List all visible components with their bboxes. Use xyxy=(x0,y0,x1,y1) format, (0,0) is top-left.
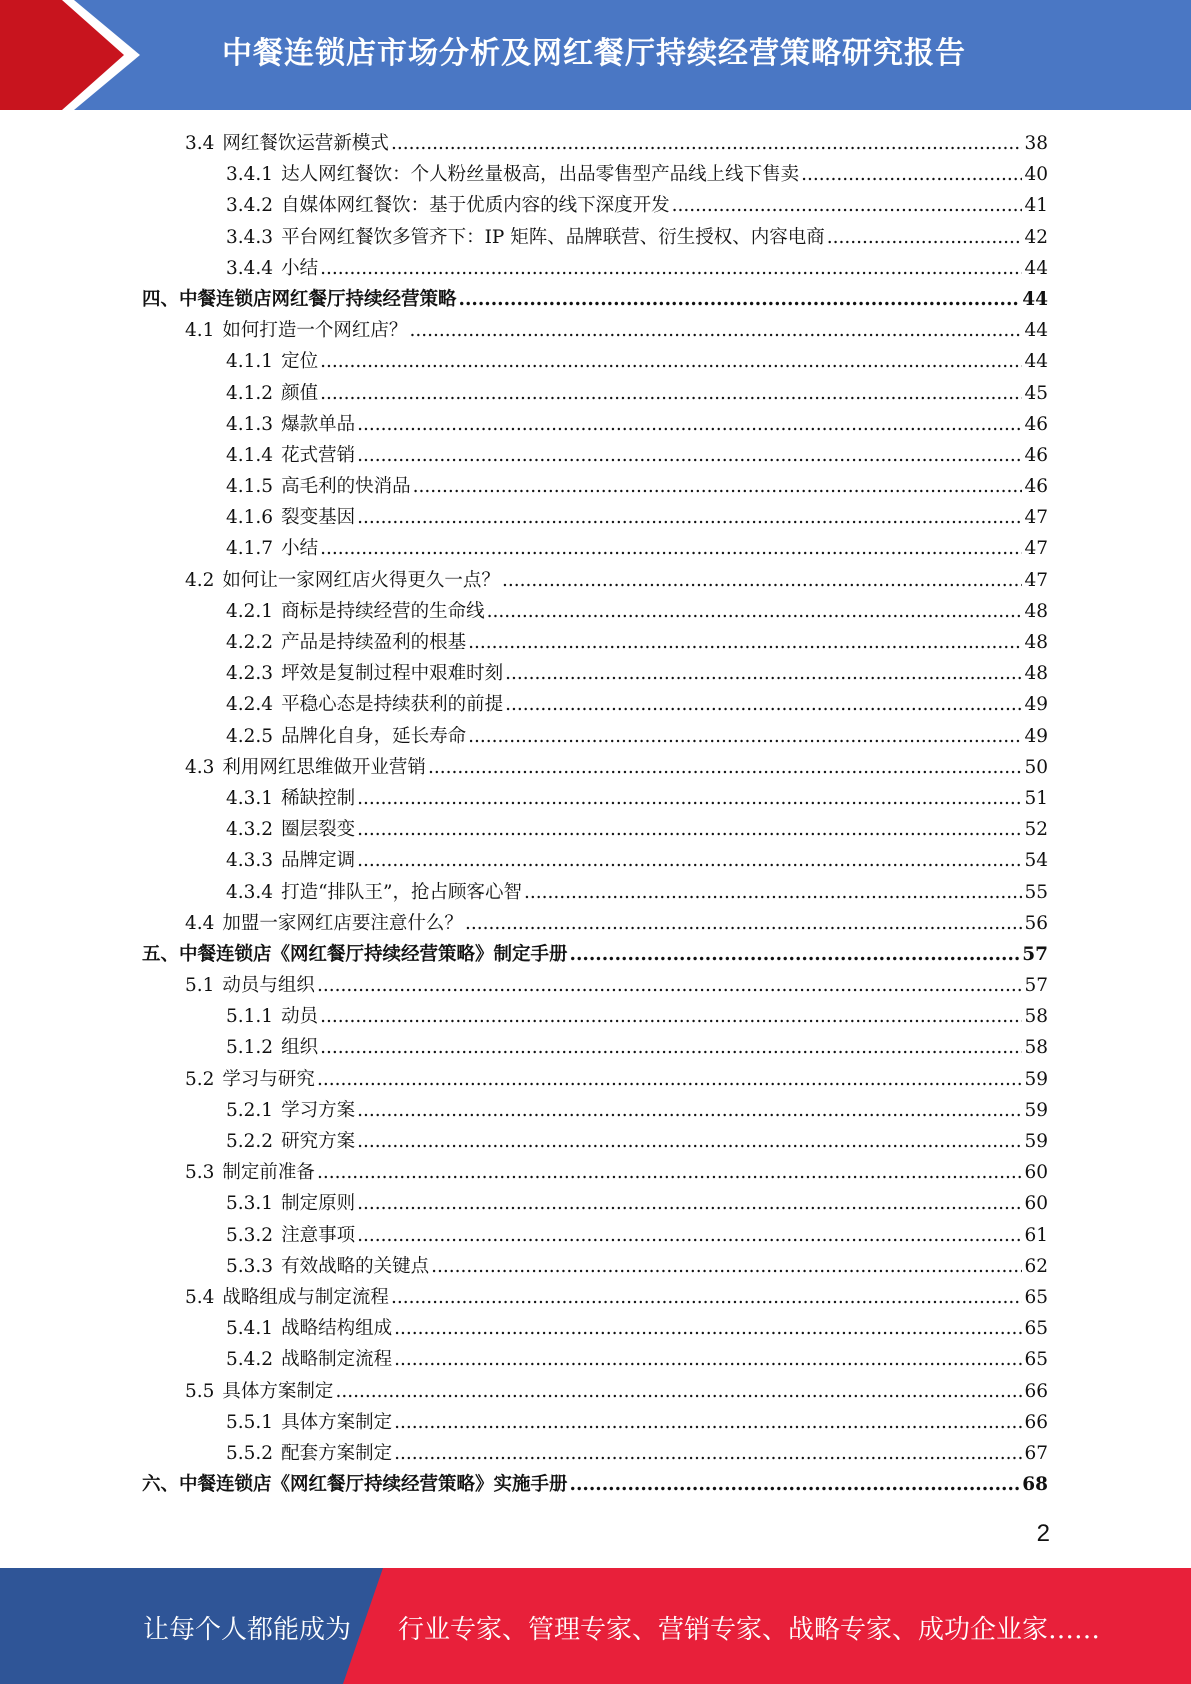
toc-entry-title: 如何让一家网红店火得更久一点？ xyxy=(222,569,500,591)
toc-dot-leader xyxy=(570,1469,1021,1500)
page-header xyxy=(0,0,1191,110)
toc-entry-title: 商标是持续经营的生命线 xyxy=(281,600,485,622)
toc-dot-leader xyxy=(394,1344,1022,1375)
toc-entry[interactable] xyxy=(142,315,1048,346)
toc-entry-number: 4.2.1 xyxy=(226,600,274,622)
toc-entry[interactable] xyxy=(142,190,1048,221)
toc-entry-title: 配套方案制定 xyxy=(281,1442,393,1464)
toc-dot-leader xyxy=(801,159,1022,190)
toc-entry[interactable] xyxy=(142,284,1048,315)
toc-entry-page: 44 xyxy=(1024,320,1048,342)
toc-dot-leader xyxy=(431,1251,1022,1282)
toc-entry-title: 动员 xyxy=(281,1006,319,1028)
toc-entry-title: 动员与组织 xyxy=(222,975,315,997)
toc-entry-page: 49 xyxy=(1024,694,1048,716)
toc-dot-leader xyxy=(357,1126,1022,1157)
toc-entry-page: 51 xyxy=(1024,787,1048,809)
toc-entry-page: 59 xyxy=(1024,1099,1048,1121)
toc-dot-leader xyxy=(335,1376,1022,1407)
toc-entry-page: 65 xyxy=(1024,1318,1048,1340)
toc-entry-number: 5.4 xyxy=(185,1286,215,1308)
toc-entry-page: 60 xyxy=(1024,1193,1048,1215)
toc-dot-leader xyxy=(357,440,1022,471)
toc-entry-number: 5.2.2 xyxy=(226,1131,274,1152)
toc-entry-number: 4.3.2 xyxy=(226,819,274,841)
toc-dot-leader xyxy=(505,689,1022,720)
toc-entry-page: 59 xyxy=(1024,1131,1048,1152)
toc-entry[interactable] xyxy=(142,627,1048,658)
toc-entry-number: 5.5 xyxy=(185,1380,215,1402)
toc-entry[interactable] xyxy=(142,596,1048,627)
toc-dot-leader xyxy=(524,877,1022,908)
toc-entry-title: 制定原则 xyxy=(281,1193,356,1215)
toc-entry[interactable] xyxy=(142,409,1048,440)
toc-entry-page: 54 xyxy=(1024,850,1048,872)
toc-entry-title: 注意事项 xyxy=(281,1224,356,1246)
toc-entry-number: 4.4 xyxy=(185,912,215,934)
toc-dot-leader xyxy=(357,502,1022,533)
toc-entry-page: 68 xyxy=(1022,1474,1048,1496)
toc-entry[interactable] xyxy=(142,658,1048,689)
toc-entry[interactable] xyxy=(142,253,1048,284)
toc-entry-number: 4.1.1 xyxy=(226,351,274,373)
toc-entry[interactable] xyxy=(142,1376,1048,1407)
toc-dot-leader xyxy=(357,409,1022,440)
toc-entry-title: 爆款单品 xyxy=(281,413,356,435)
report-title: 中餐连锁店市场分析及网红餐厅持续经营策略研究报告 xyxy=(222,36,966,71)
toc-entry[interactable] xyxy=(142,502,1048,533)
toc-entry-number: 5.2.1 xyxy=(226,1099,274,1121)
toc-entry[interactable] xyxy=(142,1188,1048,1219)
toc-entry-page: 47 xyxy=(1024,569,1048,591)
toc-entry-page: 56 xyxy=(1024,912,1048,934)
footer-slogan-right: 行业专家、管理专家、营销专家、战略专家、成功企业家…… xyxy=(398,1615,1101,1645)
toc-entry-title: 自媒体网红餐饮：基于优质内容的线下深度开发 xyxy=(281,195,670,217)
toc-entry-number: 3.4.2 xyxy=(226,195,274,217)
toc-entry-number: 5.4.1 xyxy=(226,1318,274,1340)
toc-dot-leader xyxy=(317,1157,1023,1188)
toc-entry-page: 66 xyxy=(1024,1411,1048,1433)
toc-entry-number: 3.4.3 xyxy=(226,226,274,248)
toc-entry[interactable] xyxy=(142,814,1048,845)
toc-dot-leader xyxy=(413,471,1023,502)
toc-entry-number: 4.3.4 xyxy=(226,881,274,903)
table-of-contents xyxy=(142,128,1048,1500)
toc-entry-page: 62 xyxy=(1024,1255,1048,1277)
toc-entry-number: 5.2 xyxy=(185,1068,215,1090)
toc-entry[interactable] xyxy=(142,378,1048,409)
toc-entry-number: 5.3.2 xyxy=(226,1224,274,1246)
toc-entry-number: 4.1.4 xyxy=(226,444,274,466)
toc-entry[interactable] xyxy=(142,1095,1048,1126)
toc-entry-title: 六、中餐连锁店《网红餐厅持续经营策略》实施手册 xyxy=(142,1474,568,1496)
toc-entry-title: 裂变基因 xyxy=(281,507,356,529)
toc-entry-title: 有效战略的关键点 xyxy=(281,1255,430,1277)
toc-entry[interactable] xyxy=(142,877,1048,908)
toc-entry-number: 3.4 xyxy=(185,133,215,154)
toc-entry-number: 4.1.3 xyxy=(226,413,274,435)
toc-entry-title: 品牌定调 xyxy=(281,850,356,872)
toc-entry-title: 战略组成与制定流程 xyxy=(222,1286,389,1308)
toc-dot-leader xyxy=(357,783,1022,814)
toc-entry[interactable] xyxy=(142,440,1048,471)
toc-dot-leader xyxy=(357,814,1022,845)
toc-entry-title: 平台网红餐饮多管齐下：IP 矩阵、品牌联营、衍生授权、内容电商 xyxy=(281,226,825,248)
toc-entry-number: 5.5.1 xyxy=(226,1411,274,1433)
toc-dot-leader xyxy=(827,222,1023,253)
toc-entry-number: 5.1.2 xyxy=(226,1037,274,1059)
toc-entry-title: 定位 xyxy=(281,351,319,373)
toc-dot-leader xyxy=(320,533,1022,564)
toc-entry-page: 49 xyxy=(1024,725,1048,747)
toc-entry-number: 5.1 xyxy=(185,975,215,997)
toc-entry[interactable] xyxy=(142,533,1048,564)
toc-entry-page: 60 xyxy=(1024,1162,1048,1184)
toc-entry-page: 47 xyxy=(1024,538,1048,560)
toc-entry-number: 4.2.5 xyxy=(226,725,274,747)
toc-entry[interactable] xyxy=(142,159,1048,190)
toc-entry-number: 5.3.3 xyxy=(226,1255,274,1277)
toc-dot-leader xyxy=(394,1407,1022,1438)
toc-entry-page: 67 xyxy=(1024,1442,1048,1464)
toc-entry-title: 如何打造一个网红店？ xyxy=(222,320,408,342)
toc-dot-leader xyxy=(320,378,1022,409)
toc-entry[interactable] xyxy=(142,939,1048,970)
toc-entry-page: 61 xyxy=(1024,1224,1048,1246)
toc-entry-title: 小结 xyxy=(281,257,319,279)
toc-dot-leader xyxy=(468,721,1022,752)
toc-entry-page: 50 xyxy=(1024,756,1048,778)
toc-entry-title: 具体方案制定 xyxy=(222,1380,334,1402)
toc-entry[interactable] xyxy=(142,970,1048,1001)
toc-entry-number: 5.4.2 xyxy=(226,1349,274,1371)
toc-dot-leader xyxy=(502,565,1023,596)
toc-dot-leader xyxy=(487,596,1023,627)
toc-entry[interactable] xyxy=(142,752,1048,783)
toc-entry-page: 46 xyxy=(1024,476,1048,498)
toc-entry-title: 品牌化自身，延长寿命 xyxy=(281,725,467,747)
toc-dot-leader xyxy=(391,128,1023,159)
toc-entry-number: 5.3 xyxy=(185,1162,215,1184)
toc-dot-leader xyxy=(317,1064,1023,1095)
toc-dot-leader xyxy=(357,845,1022,876)
toc-entry-page: 41 xyxy=(1024,195,1048,217)
toc-entry-number: 5.5.2 xyxy=(226,1442,274,1464)
toc-dot-leader xyxy=(357,1095,1022,1126)
toc-dot-leader xyxy=(320,1001,1022,1032)
toc-entry-page: 48 xyxy=(1024,600,1048,622)
toc-entry[interactable] xyxy=(142,783,1048,814)
toc-entry-title: 四、中餐连锁店网红餐厅持续经营策略 xyxy=(142,288,457,310)
toc-entry-title: 颜值 xyxy=(281,382,319,404)
toc-entry-title: 加盟一家网红店要注意什么？ xyxy=(222,912,463,934)
toc-entry-title: 制定前准备 xyxy=(222,1162,315,1184)
toc-entry-title: 学习与研究 xyxy=(222,1068,315,1090)
toc-entry-title: 平稳心态是持续获利的前提 xyxy=(281,694,504,716)
toc-entry-number: 5.1.1 xyxy=(226,1006,274,1028)
toc-dot-leader xyxy=(357,1220,1022,1251)
toc-dot-leader xyxy=(394,1438,1022,1469)
toc-entry-number: 4.2 xyxy=(185,569,215,591)
toc-entry-page: 58 xyxy=(1024,1037,1048,1059)
toc-entry-page: 57 xyxy=(1022,943,1048,965)
toc-entry-title: 学习方案 xyxy=(281,1099,356,1121)
page-number: 2 xyxy=(1036,1520,1050,1547)
toc-entry-title: 网红餐饮运营新模式 xyxy=(222,133,389,154)
chevron-arrow-icon xyxy=(0,0,160,110)
toc-entry[interactable] xyxy=(142,1469,1048,1500)
toc-dot-leader xyxy=(428,752,1023,783)
toc-entry[interactable] xyxy=(142,471,1048,502)
toc-entry-title: 打造“排队王”，抢占顾客心智 xyxy=(281,881,522,903)
toc-entry-page: 42 xyxy=(1024,226,1048,248)
toc-entry-title: 稀缺控制 xyxy=(281,787,356,809)
toc-entry[interactable] xyxy=(142,565,1048,596)
toc-entry-page: 44 xyxy=(1022,288,1048,310)
toc-entry-page: 40 xyxy=(1024,164,1048,186)
toc-entry-page: 65 xyxy=(1024,1349,1048,1371)
toc-entry[interactable] xyxy=(142,1251,1048,1282)
toc-entry-number: 4.2.2 xyxy=(226,632,274,653)
toc-entry-number: 3.4.1 xyxy=(226,164,274,186)
toc-entry[interactable] xyxy=(142,1001,1048,1032)
footer-slogan-left: 让每个人都能成为 xyxy=(143,1615,352,1645)
toc-entry-number: 4.2.3 xyxy=(226,663,274,685)
toc-entry[interactable] xyxy=(142,1344,1048,1375)
toc-entry-title: 组织 xyxy=(281,1037,319,1059)
toc-entry-page: 46 xyxy=(1024,413,1048,435)
toc-entry-number: 4.3 xyxy=(185,756,215,778)
toc-dot-leader xyxy=(320,346,1022,377)
toc-entry-title: 圈层裂变 xyxy=(281,819,356,841)
toc-entry[interactable] xyxy=(142,222,1048,253)
toc-entry-title: 小结 xyxy=(281,538,319,560)
toc-entry[interactable] xyxy=(142,1157,1048,1188)
toc-entry-title: 具体方案制定 xyxy=(281,1411,393,1433)
toc-entry-number: 4.1.5 xyxy=(226,476,274,498)
toc-entry-page: 44 xyxy=(1024,257,1048,279)
toc-entry-page: 48 xyxy=(1024,632,1048,653)
toc-entry-page: 48 xyxy=(1024,663,1048,685)
toc-entry[interactable] xyxy=(142,1032,1048,1063)
toc-dot-leader xyxy=(672,190,1023,221)
toc-entry[interactable] xyxy=(142,908,1048,939)
toc-entry[interactable] xyxy=(142,1438,1048,1469)
toc-dot-leader xyxy=(465,908,1023,939)
toc-entry-page: 52 xyxy=(1024,819,1048,841)
toc-entry[interactable] xyxy=(142,845,1048,876)
toc-dot-leader xyxy=(320,253,1022,284)
toc-entry-title: 产品是持续盈利的根基 xyxy=(281,632,467,653)
toc-entry[interactable] xyxy=(142,346,1048,377)
toc-dot-leader xyxy=(317,970,1023,1001)
toc-entry-number: 4.1.7 xyxy=(226,538,274,560)
toc-entry[interactable] xyxy=(142,1220,1048,1251)
toc-entry-title: 花式营销 xyxy=(281,444,356,466)
toc-entry-page: 57 xyxy=(1024,975,1048,997)
toc-entry[interactable] xyxy=(142,689,1048,720)
toc-entry[interactable] xyxy=(142,1282,1048,1313)
toc-entry-title: 研究方案 xyxy=(281,1131,356,1152)
toc-dot-leader xyxy=(570,939,1021,970)
toc-entry-page: 38 xyxy=(1024,133,1048,154)
toc-entry-number: 3.4.4 xyxy=(226,257,274,279)
toc-entry-number: 4.1.6 xyxy=(226,507,274,529)
page-footer xyxy=(0,1568,1191,1684)
toc-entry-number: 4.2.4 xyxy=(226,694,274,716)
toc-dot-leader xyxy=(468,627,1022,658)
toc-entry-title: 五、中餐连锁店《网红餐厅持续经营策略》制定手册 xyxy=(142,943,568,965)
toc-entry[interactable] xyxy=(142,128,1048,159)
toc-dot-leader xyxy=(391,1282,1023,1313)
toc-dot-leader xyxy=(505,658,1022,689)
toc-dot-leader xyxy=(357,1188,1022,1219)
toc-entry[interactable] xyxy=(142,1313,1048,1344)
toc-dot-leader xyxy=(320,1032,1022,1063)
toc-entry[interactable] xyxy=(142,721,1048,752)
toc-entry[interactable] xyxy=(142,1126,1048,1157)
toc-entry-page: 66 xyxy=(1024,1380,1048,1402)
toc-entry-title: 战略制定流程 xyxy=(281,1349,393,1371)
toc-entry-title: 坪效是复制过程中艰难时刻 xyxy=(281,663,504,685)
toc-entry-title: 利用网红思维做开业营销 xyxy=(222,756,426,778)
toc-entry[interactable] xyxy=(142,1407,1048,1438)
toc-entry-number: 4.3.3 xyxy=(226,850,274,872)
toc-dot-leader xyxy=(394,1313,1022,1344)
toc-entry-page: 59 xyxy=(1024,1068,1048,1090)
toc-entry-title: 战略结构组成 xyxy=(281,1318,393,1340)
toc-dot-leader xyxy=(409,315,1022,346)
toc-entry-page: 58 xyxy=(1024,1006,1048,1028)
toc-entry-number: 5.3.1 xyxy=(226,1193,274,1215)
toc-entry-page: 55 xyxy=(1024,881,1048,903)
toc-entry-title: 达人网红餐饮：个人粉丝量极高，出品零售型产品线上线下售卖 xyxy=(281,164,800,186)
toc-entry-number: 4.1 xyxy=(185,320,215,342)
toc-entry-page: 47 xyxy=(1024,507,1048,529)
toc-entry-page: 65 xyxy=(1024,1286,1048,1308)
toc-entry-number: 4.1.2 xyxy=(226,382,274,404)
toc-entry-title: 高毛利的快消品 xyxy=(281,476,411,498)
toc-entry-number: 4.3.1 xyxy=(226,787,274,809)
toc-entry[interactable] xyxy=(142,1064,1048,1095)
toc-entry-page: 46 xyxy=(1024,444,1048,466)
toc-entry-page: 44 xyxy=(1024,351,1048,373)
toc-entry-page: 45 xyxy=(1024,382,1048,404)
toc-dot-leader xyxy=(459,284,1021,315)
